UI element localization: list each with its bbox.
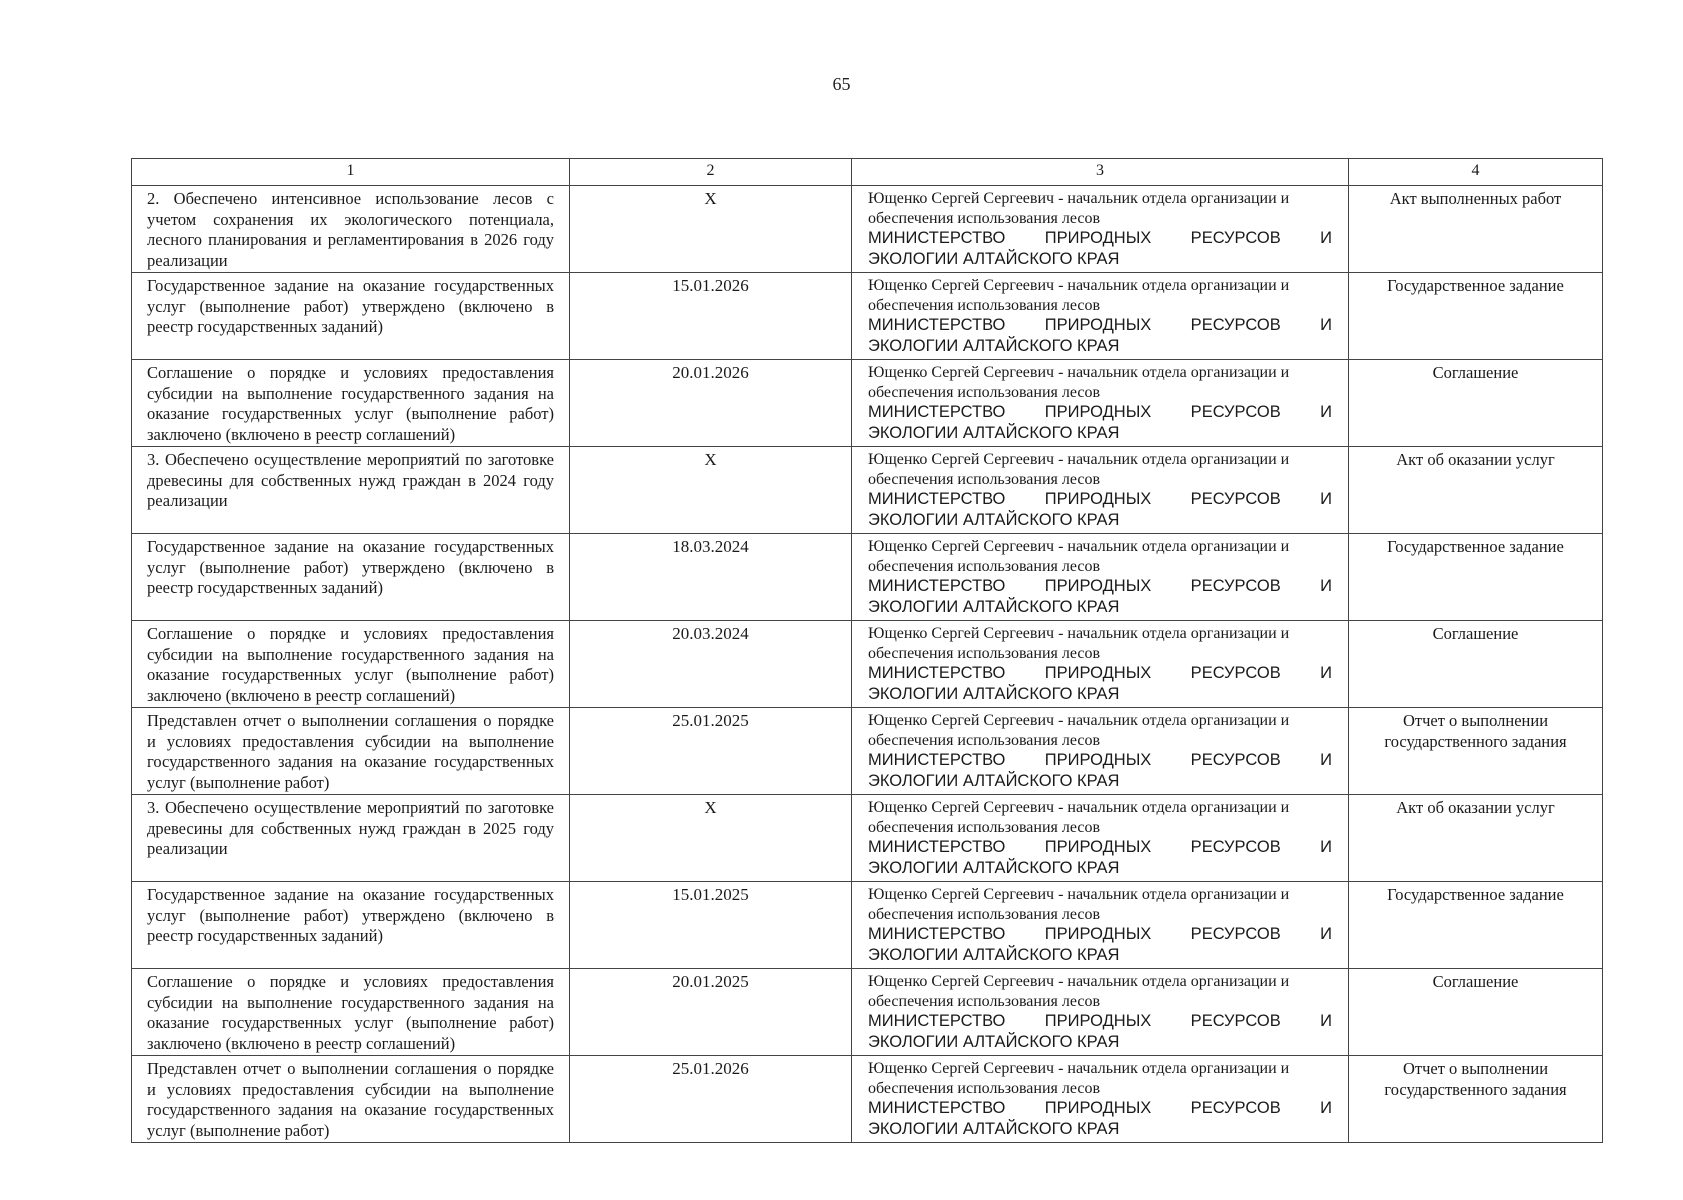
row-responsible — [852, 273, 1349, 360]
row-document: Соглашение — [1349, 969, 1603, 1056]
responsible-org-line1: МИНИСТЕРСТВО ПРИРОДНЫХ РЕСУРСОВ И — [868, 403, 1332, 421]
row-date: 20.03.2024 — [570, 621, 852, 708]
row-responsible — [852, 621, 1349, 708]
row-description: 3. Обеспечено осуществление мероприятий по заготовке древесины для собственных нужд граждан в 2025 году реализации — [132, 795, 570, 882]
row-date: 15.01.2025 — [570, 882, 852, 969]
row-responsible — [852, 360, 1349, 447]
row-document: Акт об оказании услуг — [1349, 447, 1603, 534]
row-description: 2. Обеспечено интенсивное использование лесов с учетом сохранения их экологического потенциала, лесного планирования и регламентирования в 2026 году реализации — [132, 186, 570, 273]
row-document: Государственное задание — [1349, 534, 1603, 621]
row-date: X — [570, 186, 852, 273]
responsible-org-line1: МИНИСТЕРСТВО ПРИРОДНЫХ РЕСУРСОВ И — [868, 838, 1332, 856]
responsible-org-line1: МИНИСТЕРСТВО ПРИРОДНЫХ РЕСУРСОВ И — [868, 577, 1332, 595]
responsible-org-line1: МИНИСТЕРСТВО ПРИРОДНЫХ РЕСУРСОВ И — [868, 925, 1332, 943]
row-document: Отчет о выполнении государственного задания — [1349, 708, 1603, 795]
table-row — [132, 186, 1603, 273]
row-date: X — [570, 795, 852, 882]
row-document: Государственное задание — [1349, 273, 1603, 360]
row-document: Отчет о выполнении государственного задания — [1349, 1056, 1603, 1143]
responsible-org-line2: ЭКОЛОГИИ АЛТАЙСКОГО КРАЯ — [868, 249, 1120, 268]
row-description: Соглашение о порядке и условиях предоставления субсидии на выполнение государственного задания на оказание государственных услуг (выполнение работ) заключено (включено в реестр соглашений) — [132, 621, 570, 708]
row-date: 20.01.2025 — [570, 969, 852, 1056]
responsible-person: Ющенко Сергей Сергеевич - начальник отдела организации и обеспечения использования лесов — [868, 886, 1290, 923]
row-responsible — [852, 708, 1349, 795]
responsible-org-line2: ЭКОЛОГИИ АЛТАЙСКОГО КРАЯ — [868, 771, 1120, 790]
responsible-org-line2: ЭКОЛОГИИ АЛТАЙСКОГО КРАЯ — [868, 1119, 1120, 1138]
column-header-3: 3 — [852, 159, 1349, 186]
table-row — [132, 708, 1603, 795]
plan-table — [131, 158, 1603, 1143]
row-responsible — [852, 186, 1349, 273]
row-description: Представлен отчет о выполнении соглашения о порядке и условиях предоставления субсидии на выполнение государственного задания на оказание государственных услуг (выполнение работ) — [132, 1056, 570, 1143]
table-row — [132, 969, 1603, 1056]
row-document: Акт выполненных работ — [1349, 186, 1603, 273]
responsible-person: Ющенко Сергей Сергеевич - начальник отдела организации и обеспечения использования лесов — [868, 799, 1290, 836]
page-number: 65 — [832, 74, 851, 94]
responsible-org-line2: ЭКОЛОГИИ АЛТАЙСКОГО КРАЯ — [868, 597, 1120, 616]
row-document: Соглашение — [1349, 360, 1603, 447]
responsible-org-line1: МИНИСТЕРСТВО ПРИРОДНЫХ РЕСУРСОВ И — [868, 490, 1332, 508]
row-date: 15.01.2026 — [570, 273, 852, 360]
responsible-person: Ющенко Сергей Сергеевич - начальник отдела организации и обеспечения использования лесов — [868, 451, 1290, 488]
table-row — [132, 1056, 1603, 1143]
row-responsible — [852, 447, 1349, 534]
row-responsible — [852, 534, 1349, 621]
row-description: Соглашение о порядке и условиях предоставления субсидии на выполнение государственного задания на оказание государственных услуг (выполнение работ) заключено (включено в реестр соглашений) — [132, 360, 570, 447]
table-row — [132, 360, 1603, 447]
responsible-org-line2: ЭКОЛОГИИ АЛТАЙСКОГО КРАЯ — [868, 423, 1120, 442]
row-responsible — [852, 795, 1349, 882]
column-header-4: 4 — [1349, 159, 1603, 186]
responsible-org-line1: МИНИСТЕРСТВО ПРИРОДНЫХ РЕСУРСОВ И — [868, 1099, 1332, 1117]
row-responsible — [852, 1056, 1349, 1143]
responsible-person: Ющенко Сергей Сергеевич - начальник отдела организации и обеспечения использования лесов — [868, 712, 1290, 749]
row-date: 18.03.2024 — [570, 534, 852, 621]
row-description: 3. Обеспечено осуществление мероприятий по заготовке древесины для собственных нужд граждан в 2024 году реализации — [132, 447, 570, 534]
row-date: X — [570, 447, 852, 534]
responsible-org-line2: ЭКОЛОГИИ АЛТАЙСКОГО КРАЯ — [868, 684, 1120, 703]
responsible-person: Ющенко Сергей Сергеевич - начальник отдела организации и обеспечения использования лесов — [868, 1060, 1290, 1097]
responsible-person: Ющенко Сергей Сергеевич - начальник отдела организации и обеспечения использования лесов — [868, 625, 1290, 662]
column-header-1: 1 — [132, 159, 570, 186]
responsible-person: Ющенко Сергей Сергеевич - начальник отдела организации и обеспечения использования лесов — [868, 277, 1290, 314]
responsible-org-line1: МИНИСТЕРСТВО ПРИРОДНЫХ РЕСУРСОВ И — [868, 316, 1332, 334]
responsible-org-line1: МИНИСТЕРСТВО ПРИРОДНЫХ РЕСУРСОВ И — [868, 1012, 1332, 1030]
row-responsible — [852, 969, 1349, 1056]
responsible-person: Ющенко Сергей Сергеевич - начальник отдела организации и обеспечения использования лесов — [868, 190, 1290, 227]
table-row — [132, 273, 1603, 360]
responsible-org-line1: МИНИСТЕРСТВО ПРИРОДНЫХ РЕСУРСОВ И — [868, 751, 1332, 769]
row-document: Государственное задание — [1349, 882, 1603, 969]
responsible-org-line2: ЭКОЛОГИИ АЛТАЙСКОГО КРАЯ — [868, 858, 1120, 877]
row-document: Акт об оказании услуг — [1349, 795, 1603, 882]
row-description: Представлен отчет о выполнении соглашения о порядке и условиях предоставления субсидии на выполнение государственного задания на оказание государственных услуг (выполнение работ) — [132, 708, 570, 795]
responsible-person: Ющенко Сергей Сергеевич - начальник отдела организации и обеспечения использования лесов — [868, 364, 1290, 401]
table-row — [132, 795, 1603, 882]
responsible-org-line2: ЭКОЛОГИИ АЛТАЙСКОГО КРАЯ — [868, 510, 1120, 529]
row-date: 20.01.2026 — [570, 360, 852, 447]
row-description: Соглашение о порядке и условиях предоставления субсидии на выполнение государственного задания на оказание государственных услуг (выполнение работ) заключено (включено в реестр соглашений) — [132, 969, 570, 1056]
header-row — [132, 159, 1603, 186]
row-description: Государственное задание на оказание государственных услуг (выполнение работ) утверждено (включено в реестр государственных заданий) — [132, 273, 570, 360]
responsible-person: Ющенко Сергей Сергеевич - начальник отдела организации и обеспечения использования лесов — [868, 538, 1290, 575]
responsible-org-line1: МИНИСТЕРСТВО ПРИРОДНЫХ РЕСУРСОВ И — [868, 664, 1332, 682]
column-header-2: 2 — [570, 159, 852, 186]
table-row — [132, 621, 1603, 708]
row-description: Государственное задание на оказание государственных услуг (выполнение работ) утверждено (включено в реестр государственных заданий) — [132, 882, 570, 969]
table-row — [132, 534, 1603, 621]
row-date: 25.01.2026 — [570, 1056, 852, 1143]
responsible-org-line2: ЭКОЛОГИИ АЛТАЙСКОГО КРАЯ — [868, 1032, 1120, 1051]
responsible-org-line2: ЭКОЛОГИИ АЛТАЙСКОГО КРАЯ — [868, 336, 1120, 355]
row-description: Государственное задание на оказание государственных услуг (выполнение работ) утверждено (включено в реестр государственных заданий) — [132, 534, 570, 621]
row-date: 25.01.2025 — [570, 708, 852, 795]
table-row — [132, 447, 1603, 534]
table-row — [132, 882, 1603, 969]
row-responsible — [852, 882, 1349, 969]
responsible-org-line1: МИНИСТЕРСТВО ПРИРОДНЫХ РЕСУРСОВ И — [868, 229, 1332, 247]
row-document: Соглашение — [1349, 621, 1603, 708]
responsible-person: Ющенко Сергей Сергеевич - начальник отдела организации и обеспечения использования лесов — [868, 973, 1290, 1010]
responsible-org-line2: ЭКОЛОГИИ АЛТАЙСКОГО КРАЯ — [868, 945, 1120, 964]
